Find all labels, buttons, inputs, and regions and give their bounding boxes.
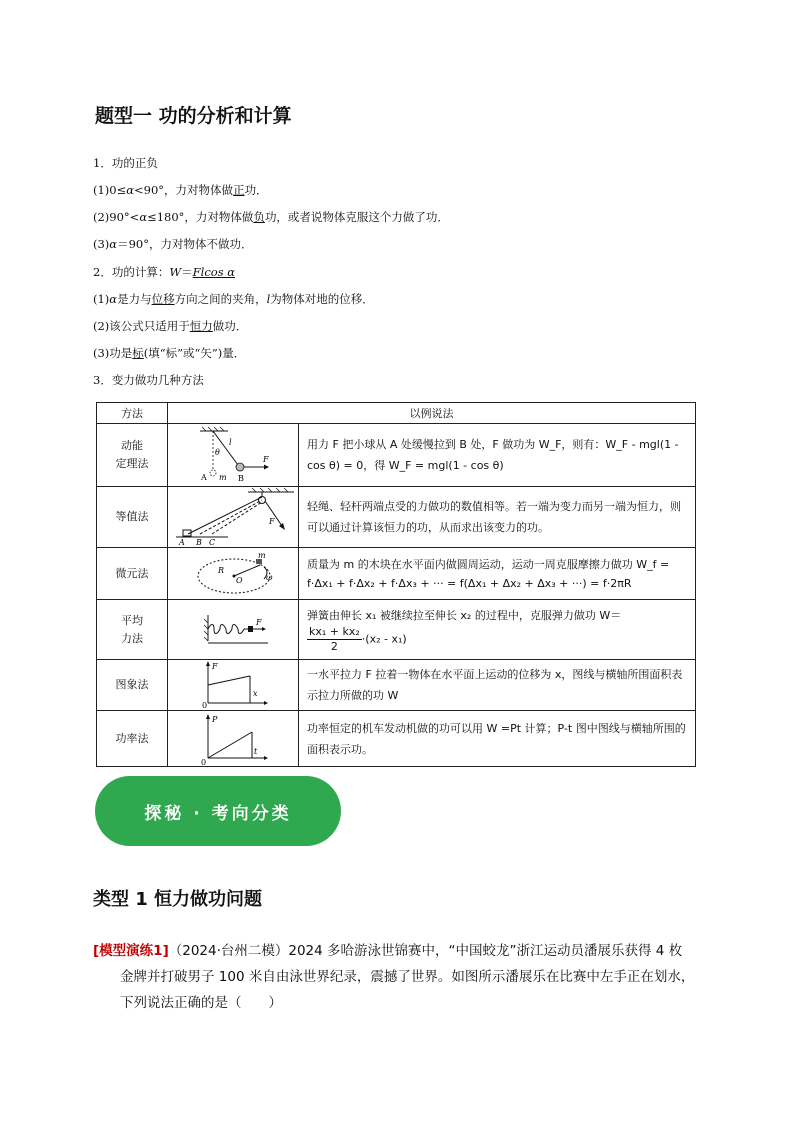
line-1-2: (2)90°<α≤180°，力对物体做负功，或者说物体克服这个力做了功． <box>93 210 449 224</box>
svg-text:P: P <box>212 714 218 724</box>
svg-text:ω: ω <box>266 572 273 582</box>
svg-text:l: l <box>229 438 232 447</box>
line-2-2: (2)该公式只适用于恒力做功． <box>93 319 248 333</box>
desc-cell: 弹簧由伸长 x₁ 被继续拉至伸长 x₂ 的过程中，克服弹力做功 W＝ $\frac{\text{kx₁ + kx₂}}{2}$ ·(x₂ - x₁) <box>299 600 696 660</box>
header-desc: 以例说法 <box>168 403 696 424</box>
method-cell: 等值法 <box>97 487 168 548</box>
fraction: $\frac{\text{kx₁ + kx₂}}{2}$ <box>309 624 360 653</box>
svg-text:F: F <box>269 517 275 526</box>
table-row <box>97 424 696 487</box>
desc-cell: 质量为 m 的木块在水平面内做圆周运动，运动一周克服摩擦力做功 W_f = f·Δx₁ + f·Δx₂ + f·Δx₃ + ··· = f(Δx₁ + Δx₂ + Δx₃ + ···) = f·2πR <box>299 548 696 600</box>
page-title: 题型一 功的分析和计算 <box>95 105 292 127</box>
line-2-1: (1)α是力与位移方向之间的夹角，l为物体对地的位移． <box>93 292 374 306</box>
method-cell: 微元法 <box>97 548 168 600</box>
svg-text:B: B <box>196 538 202 546</box>
svg-text:A: A <box>179 538 185 546</box>
svg-text:F: F <box>212 662 218 671</box>
table-row <box>97 548 696 600</box>
svg-text:R: R <box>218 565 225 575</box>
method-cell: 功率法 <box>97 711 168 767</box>
line-2-3: (3)功是标(填“标”或“矢”)量． <box>93 346 246 360</box>
type1-heading: 类型 1 恒力做功问题 <box>93 889 263 910</box>
svg-text:F: F <box>263 455 269 464</box>
figure-pendulum <box>168 424 299 487</box>
svg-text:0: 0 <box>201 757 207 766</box>
practice-question: [模型演练1]（2024·台州二模）2024 多哈游泳世锦赛中，“中国蛟龙”浙江运动员潘展乐获得 4 枚 金牌并打破男子 100 米自由泳世界纪录，震撼了世界。如图所示潘展乐在比赛中左手正在划水， 下列说法正确的是（ ） <box>93 943 695 1011</box>
svg-text:m: m <box>258 550 266 560</box>
figure-p-t-graph <box>168 711 299 767</box>
table-row <box>97 660 696 711</box>
section3-title: 3．变力做功几种方法 <box>93 373 204 387</box>
desc-cell: 轻绳、轻杆两端点受的力做功的数值相等。若一端为变力而另一端为恒力，则可以通过计算该恒力的功，从而求出该变力的功。 <box>299 487 696 548</box>
header-method: 方法 <box>97 403 168 424</box>
desc-cell: 功率恒定的机车发动机做的功可以用 W =Pt 计算；P-t 图中图线与横轴所围的面积表示功。 <box>299 711 696 767</box>
method-cell: 动能 定理法 <box>97 424 168 487</box>
category-banner: 探秘 · 考向分类 <box>95 776 341 846</box>
section2-title: 2．功的计算：W＝Flcos α <box>93 265 236 279</box>
method-cell: 图象法 <box>97 660 168 711</box>
line-1-3: (3)α＝90°，力对物体不做功． <box>93 237 253 251</box>
svg-text:θ: θ <box>215 448 220 457</box>
methods-table <box>96 402 696 767</box>
table-row <box>97 600 696 660</box>
desc-cell: 一水平拉力 F 拉着一物体在水平面上运动的位移为 x，图线与横轴所围面积表示拉力所做的功 W <box>299 660 696 711</box>
figure-pulley <box>168 487 299 548</box>
svg-text:F: F <box>256 617 262 627</box>
svg-text:A: A <box>201 473 207 482</box>
svg-text:C: C <box>209 538 216 546</box>
svg-text:m: m <box>219 473 227 482</box>
table-row <box>97 711 696 767</box>
section1-title: 1．功的正负 <box>93 156 158 170</box>
svg-text:B: B <box>238 474 244 483</box>
desc-cell: 用力 F 把小球从 A 处缓慢拉到 B 处，F 做功为 W_F，则有：W_F - mgl(1 - cos θ) = 0，得 W_F = mgl(1 - cos θ) <box>299 424 696 487</box>
svg-text:t: t <box>254 746 258 756</box>
figure-f-x-graph <box>168 660 299 711</box>
table-row <box>97 487 696 548</box>
figure-circle <box>168 548 299 600</box>
line-1-1: (1)0≤α<90°，力对物体做正功． <box>93 183 268 197</box>
svg-text:O: O <box>236 575 243 585</box>
svg-text:0: 0 <box>202 701 208 709</box>
svg-text:x: x <box>253 689 258 698</box>
figure-spring <box>168 600 299 660</box>
practice-tag: [模型演练1] <box>93 943 169 959</box>
method-cell: 平均 力法 <box>97 600 168 660</box>
